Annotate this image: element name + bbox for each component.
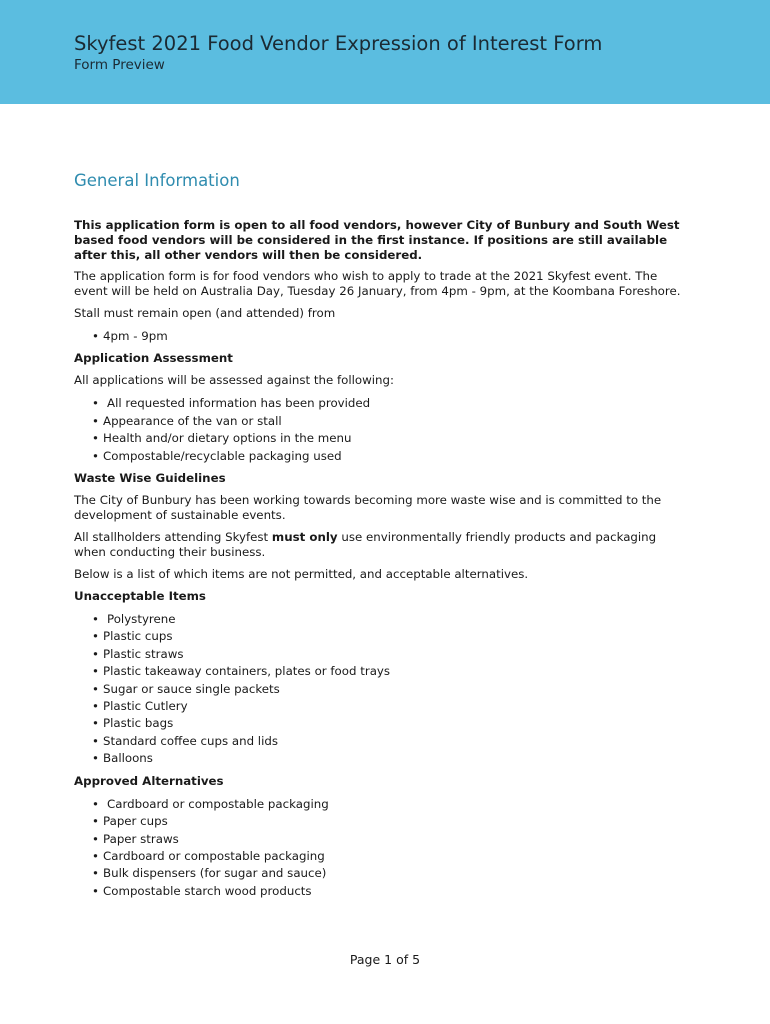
lead-paragraph: This application form is open to all food vendors, however City of Bunbury and South West based food vendors will be considered in the first instance. If positions are still available after this, all other vendors will then be considered. xyxy=(74,218,680,262)
form-content xyxy=(74,170,684,906)
section-title: General Information xyxy=(74,171,240,190)
page-number: Page 1 of 5 xyxy=(349,952,421,967)
list-item: • Standard coffee cups and lids xyxy=(92,733,684,750)
waste-heading: Waste Wise Guidelines xyxy=(74,471,226,486)
list-item: • All requested information has been provided xyxy=(92,395,684,412)
list-item: • 4pm - 9pm xyxy=(92,328,684,345)
list-item: • Plastic bags xyxy=(92,715,684,732)
list-item: • Plastic Cutlery xyxy=(92,698,684,715)
list-item: • Sugar or sauce single packets xyxy=(92,681,684,698)
list-item: • Polystyrene xyxy=(92,611,684,628)
approved-list xyxy=(74,796,684,900)
list-item: • Cardboard or compostable packaging xyxy=(92,796,684,813)
list-item: • Plastic straws xyxy=(92,646,684,663)
assessment-list xyxy=(74,395,684,465)
page-title: Skyfest 2021 Food Vendor Expression of Interest Form xyxy=(74,32,603,55)
stall-hours-list xyxy=(74,328,684,345)
list-item: • Plastic takeaway containers, plates or food trays xyxy=(92,663,684,680)
approved-heading: Approved Alternatives xyxy=(74,773,224,788)
header-banner xyxy=(0,0,770,104)
waste-paragraph-3: Below is a list of which items are not permitted, and acceptable alternatives. xyxy=(74,567,529,582)
list-item: • Appearance of the van or stall xyxy=(92,413,684,430)
stall-text: Stall must remain open (and attended) from xyxy=(74,306,336,320)
list-item: • Balloons xyxy=(92,750,684,767)
list-item: • Paper cups xyxy=(92,813,684,830)
assessment-heading: Application Assessment xyxy=(74,351,233,366)
list-item: • Paper straws xyxy=(92,831,684,848)
assessment-text: All applications will be assessed against the following: xyxy=(74,373,394,388)
list-item: • Compostable starch wood products xyxy=(92,883,684,900)
page-subtitle: Form Preview xyxy=(74,57,165,73)
waste-p2-bold: must only xyxy=(271,530,338,545)
list-item: • Cardboard or compostable packaging xyxy=(92,848,684,865)
unacceptable-heading: Unacceptable Items xyxy=(74,589,206,604)
list-item: • Plastic cups xyxy=(92,628,684,645)
waste-p2-before: All stallholders attending Skyfest xyxy=(74,530,272,545)
waste-paragraph-2 xyxy=(74,530,684,560)
waste-p2-after: use environmentally friendly products and packaging when conducting their business. xyxy=(74,530,657,560)
intro-paragraph: The application form is for food vendors who wish to apply to trade at the 2021 Skyfest event. The event will be held on Australia Day, Tuesday 26 January, from 4pm - 9pm, at the Koombana Foreshore. xyxy=(74,269,681,298)
waste-paragraph-1: The City of Bunbury has been working towards becoming more waste wise and is committed to the development of sustainable events. xyxy=(74,493,662,523)
unacceptable-list xyxy=(74,611,684,768)
list-item: • Bulk dispensers (for sugar and sauce) xyxy=(92,865,684,882)
list-item: • Health and/or dietary options in the menu xyxy=(92,430,684,447)
list-item: • Compostable/recyclable packaging used xyxy=(92,448,684,465)
